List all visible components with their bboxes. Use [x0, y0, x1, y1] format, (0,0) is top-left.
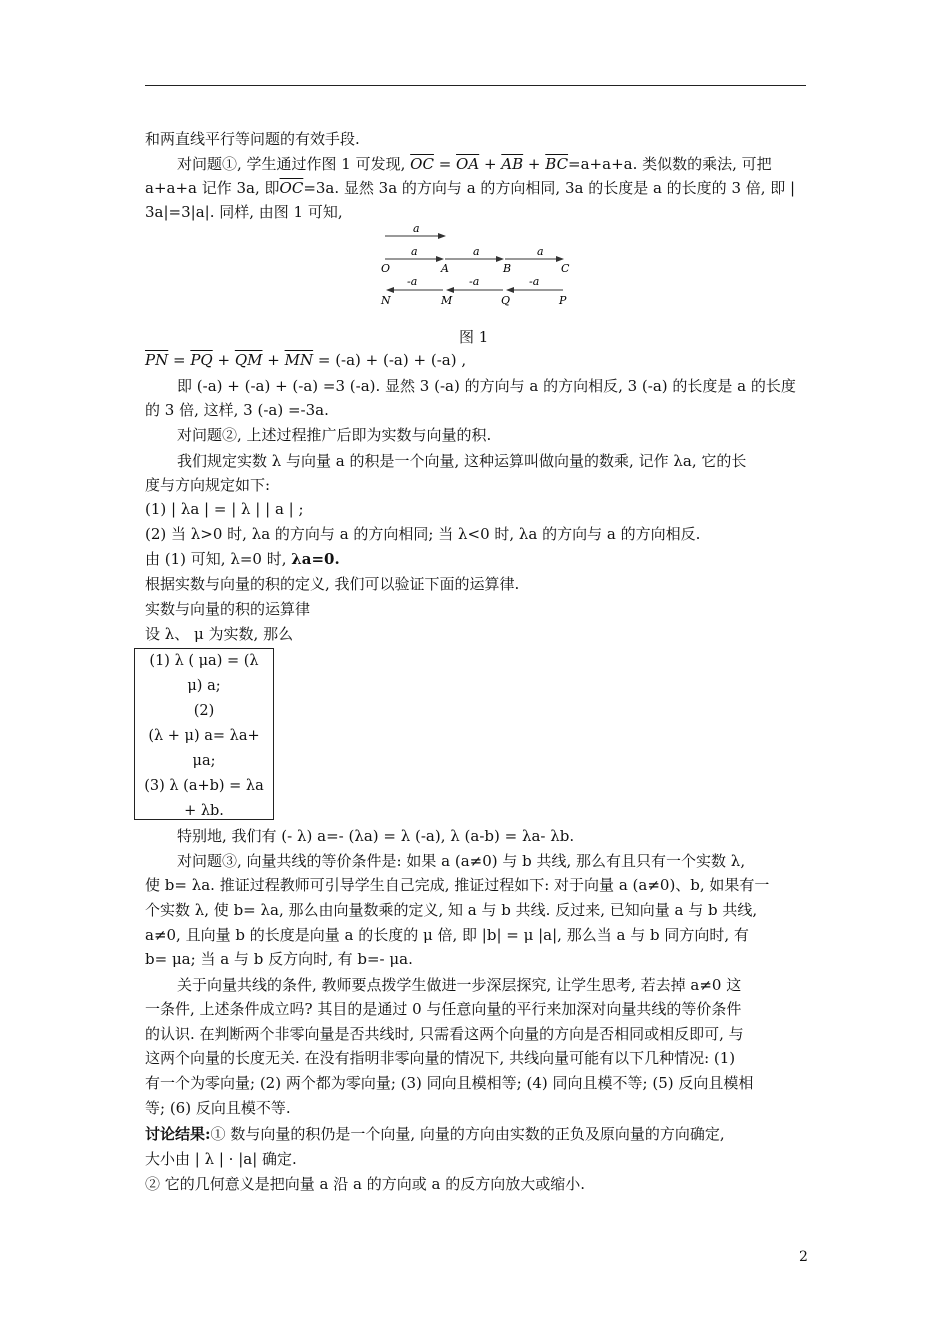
point-label: A — [441, 262, 449, 275]
text-line: (2) 当 λ>0 时, λa 的方向与 a 的方向相同; 当 λ<0 时, λa 的方向与 a 的方向相反. — [145, 525, 701, 543]
text-line: (1) | λa | = | λ | | a | ; — [145, 500, 304, 518]
text-line: ② 它的几何意义是把向量 a 沿 a 的方向或 a 的反方向放大或缩小. — [145, 1175, 585, 1193]
text-line: 对问题②, 上述过程推广后即为实数与向量的积. — [177, 426, 492, 444]
vector-label: a — [537, 245, 544, 258]
text-line: $\overline{PN} = \overline{PQ} + \overline{QM} + \overline{MN} = (-a) + (-a) + (-a)$ , — [145, 351, 467, 369]
vector-label: -a — [529, 275, 540, 288]
text-line: 对问题③, 向量共线的等价条件是: 如果 a (a≠0) 与 b 共线, 那么有且只有一个实数 λ, — [177, 852, 746, 870]
box-line: μ) a; — [187, 678, 221, 694]
text-line: 3a|=3|a|. 同样, 由图 1 可知, — [145, 203, 343, 221]
text-line: 等; (6) 反向且模不等. — [145, 1099, 291, 1117]
box-line: + λb. — [184, 803, 224, 819]
text-line: 关于向量共线的条件, 教师要点拨学生做进一步深层探究, 让学生思考, 若去掉 a≠0 这 — [177, 976, 742, 994]
vector-label: a — [413, 222, 420, 235]
vector-label: a — [473, 245, 480, 258]
text-line: 这两个向量的长度无关. 在没有指明非零向量的情况下, 共线向量可能有以下几种情况: (1) — [145, 1049, 736, 1067]
page-number: 2 — [799, 1249, 808, 1265]
point-label: Q — [501, 294, 511, 307]
text-line: 个实数 λ, 使 b= λa, 那么由向量数乘的定义, 知 a 与 b 共线. 反过来, 已知向量 a 与 b 共线, — [145, 901, 758, 919]
text-line: 根据实数与向量的积的定义, 我们可以验证下面的运算律. — [145, 575, 520, 593]
text-line: 特别地, 我们有 (- λ) a=- (λa) = λ (-a), λ (a-b) = λa- λb. — [177, 827, 575, 845]
point-label: N — [381, 294, 391, 307]
text-line: 我们规定实数 λ 与向量 a 的积是一个向量, 这种运算叫做向量的数乘, 记作 λa, 它的长 — [177, 452, 747, 470]
point-label: P — [559, 294, 567, 307]
text-line: 的 3 倍, 这样, 3 (-a) =-3a. — [145, 401, 329, 419]
point-label: M — [441, 294, 453, 307]
text-line: 即 (-a) + (-a) + (-a) =3 (-a). 显然 3 (-a) 的方向与 a 的方向相反, 3 (-a) 的长度是 a 的长度 — [177, 377, 796, 395]
text-line: 由 (1) 可知, λ=0 时, λa=0. — [145, 550, 340, 568]
box-line: (1) λ ( μa) = (λ — [149, 653, 259, 669]
discussion-label: 讨论结果: — [145, 1125, 211, 1143]
point-label: C — [561, 262, 570, 275]
text-line: 设 λ、 μ 为实数, 那么 — [145, 625, 294, 643]
header-rule — [145, 85, 806, 86]
point-label: B — [503, 262, 512, 275]
text-line: a+a+a 记作 3a, 即$\overline{OC}=3a$. 显然 3a 的方向与 a 的方向相同, 3a 的长度是 a 的长度的 3 倍, 即 | — [145, 179, 796, 197]
operation-laws-box — [134, 648, 274, 820]
text-line: b= μa; 当 a 与 b 反方向时, 有 b=- μa. — [145, 950, 413, 968]
text-line: 实数与向量的积的运算律 — [145, 600, 311, 618]
box-line: (λ + μ) a= λa+ — [148, 728, 260, 744]
text-line: 和两直线平行等问题的有效手段. — [145, 130, 360, 148]
text-line: 有一个为零向量; (2) 两个都为零向量; (3) 同向且模相等; (4) 同向且模不等; (5) 反向且模相 — [145, 1074, 754, 1092]
vector-label: -a — [407, 275, 418, 288]
box-line: μa; — [192, 753, 216, 769]
text-line: 讨论结果:① 数与向量的积仍是一个向量, 向量的方向由实数的正负及原向量的方向确定, — [145, 1125, 725, 1143]
figure-caption: 图 1 — [459, 328, 489, 346]
text-line: 度与方向规定如下: — [145, 476, 271, 494]
text-line: 大小由 | λ | · |a| 确定. — [145, 1150, 297, 1168]
box-line: (3) λ (a+b) = λa — [144, 778, 264, 794]
text-line: a≠0, 且向量 b 的长度是向量 a 的长度的 μ 倍, 即 |b| = μ |a|, 那么当 a 与 b 同方向时, 有 — [145, 926, 749, 944]
text-line: 使 b= λa. 推证过程教师可引导学生自己完成, 推证过程如下: 对于向量 a (a≠0)、b, 如果有一 — [145, 876, 770, 894]
text-line: 的认识. 在判断两个非零向量是否共线时, 只需看这两个向量的方向是否相同或相反即可, 与 — [145, 1025, 744, 1043]
vector-figure — [375, 220, 575, 312]
vector-label: -a — [469, 275, 480, 288]
box-line: (2) — [193, 703, 215, 719]
text-line: 一条件, 上述条件成立吗? 其目的是通过 0 与任意向量的平行来加深对向量共线的等价条件 — [145, 1000, 742, 1018]
point-label: O — [381, 262, 391, 275]
text-line: 对问题①, 学生通过作图 1 可发现, $\overline{OC} = \overline{OA} + \overline{AB} + \overline{BC}=a+a+a$. 类似数的乘法, 可把 — [177, 155, 772, 173]
vector-label: a — [411, 245, 418, 258]
